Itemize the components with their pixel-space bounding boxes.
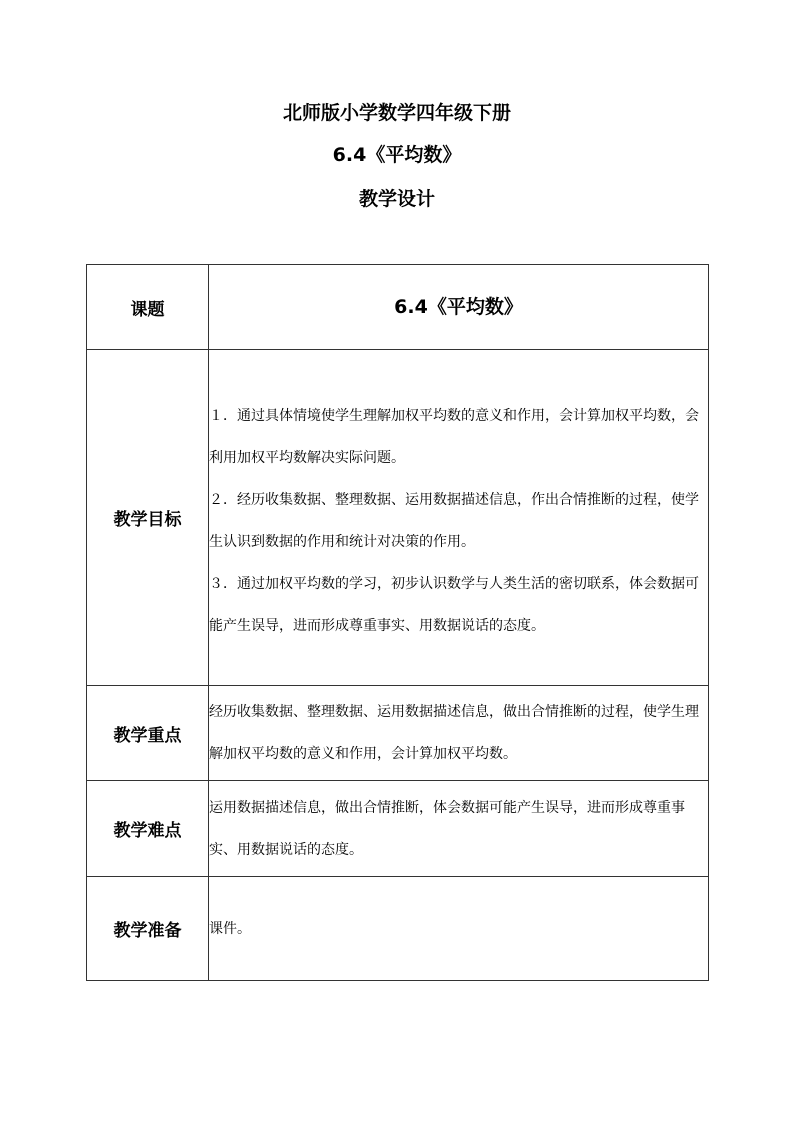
- objectives-label: 教学目标: [87, 350, 209, 686]
- key-points-text: 经历收集数据、整理数据、运用数据描述信息，做出合情推断的过程，使学生理解加权平均数的意义和作用，会计算加权平均数。: [209, 686, 709, 781]
- preparation-label: 教学准备: [87, 877, 209, 981]
- document-type-title: 教学设计: [358, 188, 435, 210]
- objective-item-1: １．通过具体情境使学生理解加权平均数的意义和作用，会计算加权平均数，会利用加权平均数解决实际问题。: [209, 408, 699, 466]
- textbook-title: 北师版小学数学四年级下册: [282, 102, 511, 124]
- topic-label: 课题: [87, 265, 209, 350]
- topic-row: [87, 265, 709, 350]
- lesson-plan-table: [86, 264, 709, 981]
- preparation-row: [87, 877, 709, 981]
- difficulties-text: 运用数据描述信息，做出合情推断，体会数据可能产生误导，进而形成尊重事实、用数据说话的态度。: [209, 781, 709, 877]
- lesson-title: 6.4《平均数》: [332, 144, 462, 166]
- objectives-row: [87, 350, 709, 686]
- difficulties-row: [87, 781, 709, 877]
- key-points-label: 教学重点: [87, 686, 209, 781]
- objective-item-2: ２．经历收集数据、整理数据、运用数据描述信息，作出合情推断的过程，使学生认识到数据的作用和统计对决策的作用。: [209, 492, 699, 550]
- preparation-text: 课件。: [209, 877, 709, 981]
- key-points-row: [87, 686, 709, 781]
- difficulties-label: 教学难点: [87, 781, 209, 877]
- objective-item-3: ３．通过加权平均数的学习，初步认识数学与人类生活的密切联系，体会数据可能产生误导，进而形成尊重事实、用数据说话的态度。: [209, 576, 699, 634]
- topic-value: 6.4《平均数》: [394, 296, 523, 318]
- topic-cell: [209, 265, 709, 350]
- objectives-cell: [209, 350, 709, 686]
- document-header: [0, 104, 794, 232]
